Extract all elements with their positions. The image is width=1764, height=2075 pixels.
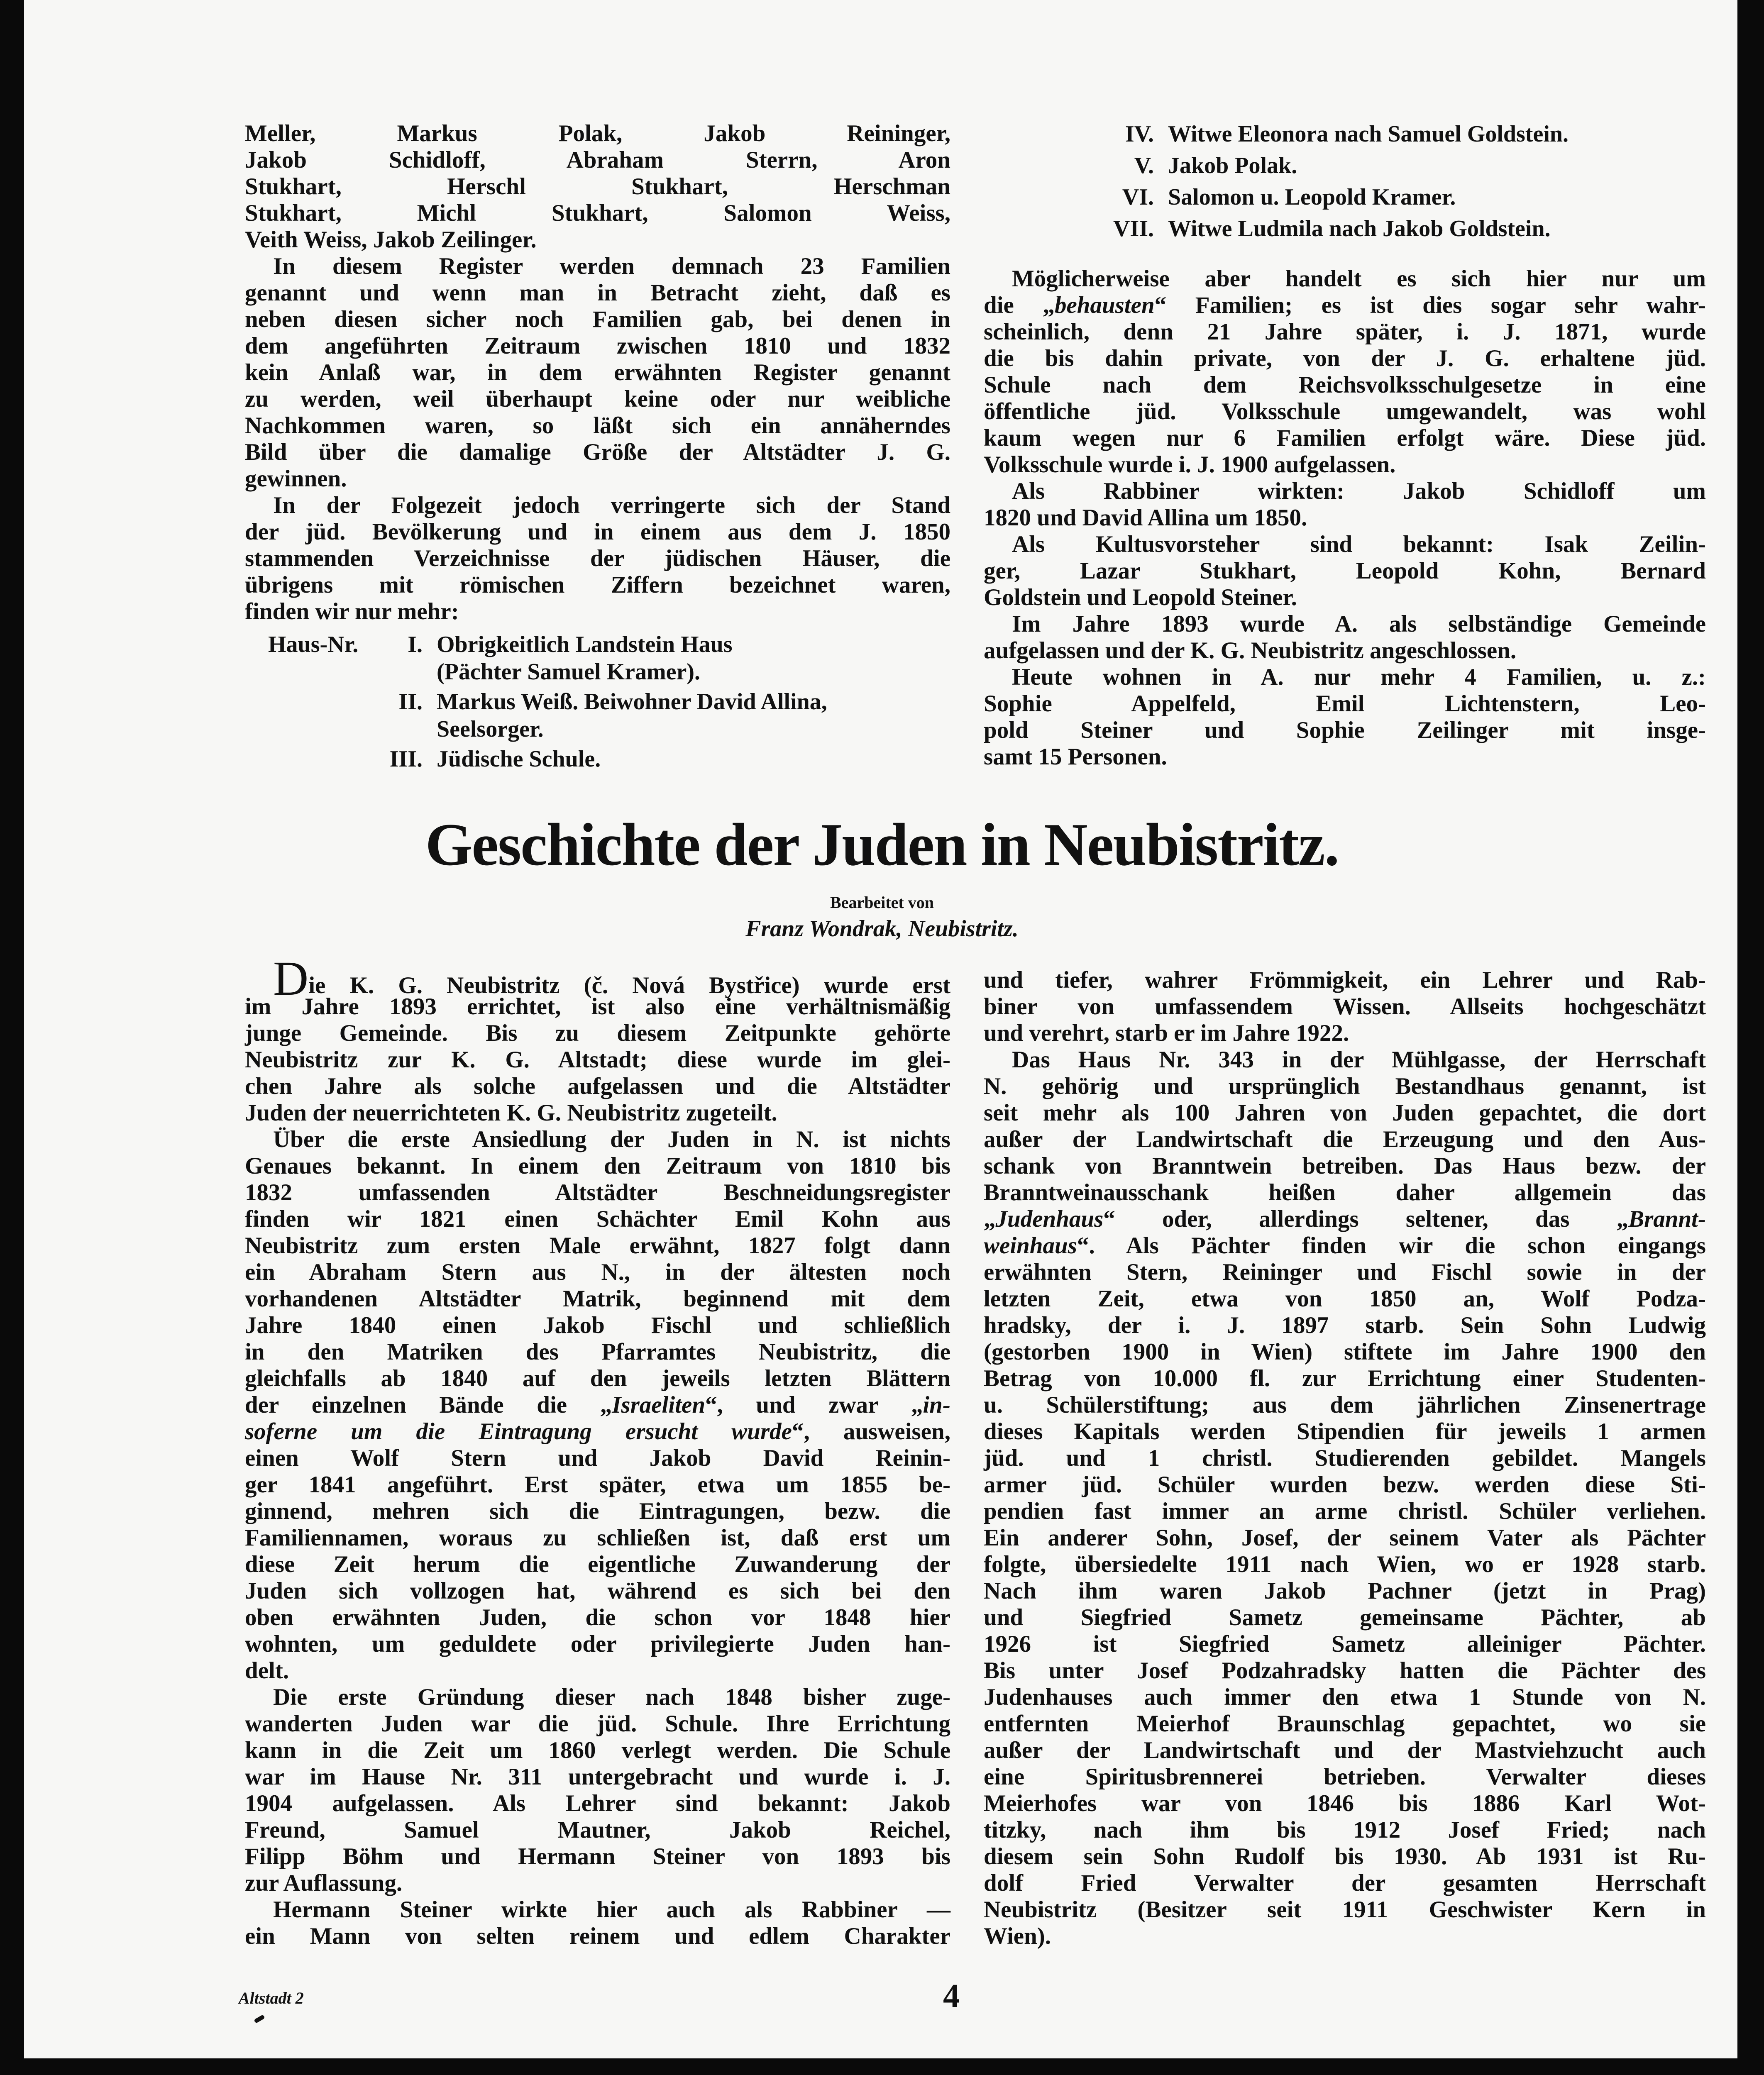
text-line: Filipp Böhm und Hermann Steiner von 1893 bis xyxy=(245,1843,950,1870)
house-number: V. xyxy=(1134,153,1154,178)
text-segment: “ Familien; es ist dies sogar sehr wahr- xyxy=(1154,292,1706,318)
page-number: 4 xyxy=(943,1978,960,2014)
text-line: letzten Zeit, etwa von 1850 an, Wolf Podza- xyxy=(984,1286,1706,1312)
text-line: eine Spiritusbrennerei betrieben. Verwalter dieses xyxy=(984,1764,1706,1790)
italic-text: in- xyxy=(923,1392,950,1418)
text-line: Meierhofes war von 1846 bis 1886 Karl Wot- xyxy=(984,1790,1706,1816)
text-line: Das Haus Nr. 343 in der Mühlgasse, der Herrschaft xyxy=(1012,1047,1706,1073)
text-line: finden wir nur mehr: xyxy=(245,598,459,625)
house-list-left xyxy=(268,631,957,775)
house-entry xyxy=(984,152,1714,179)
text-line xyxy=(984,1206,1706,1233)
paragraph xyxy=(245,1684,950,1897)
house-text-line: Jakob Polak. xyxy=(1168,153,1297,178)
text-line: genannt und wenn man in Betracht zieht, daß es xyxy=(245,280,950,306)
text-line: Als Kultusvorsteher sind bekannt: Isak Zeilin- xyxy=(1012,531,1706,557)
paragraph xyxy=(245,951,950,1126)
house-number: III. xyxy=(389,746,423,772)
text-line: Über die erste Ansiedlung der Juden in N. ist nichts xyxy=(273,1126,950,1152)
text-line: Juden der neuerrichteten K. G. Neubistritz zugeteilt. xyxy=(245,1100,777,1126)
text-line: ein Abraham Stern aus N., in der ältesten noch xyxy=(245,1259,950,1285)
text-line: Jahre 1840 einen Jakob Fischl und schließlich xyxy=(245,1312,950,1338)
text-line: ger 1841 angeführt. Erst später, etwa um 1855 be- xyxy=(245,1472,950,1498)
footer-signature: Altstadt 2 xyxy=(239,1989,304,2007)
text-line: kann in die Zeit um 1860 verlegt werden. Die Schule xyxy=(245,1737,950,1763)
text-line: pendien fast immer an arme christl. Schüler verliehen. xyxy=(984,1498,1706,1524)
paragraph xyxy=(245,1126,950,1684)
text-line: Genaues bekannt. In einem den Zeitraum von 1810 bis xyxy=(245,1153,950,1179)
text-line: Freund, Samuel Mautner, Jakob Reichel, xyxy=(245,1817,950,1843)
text-line: die bis dahin private, von der J. G. erhaltene jüd. xyxy=(984,345,1706,371)
text-line: biner von umfassendem Wissen. Allseits hochgeschätzt xyxy=(984,994,1706,1020)
house-number: VII. xyxy=(1113,216,1154,242)
text-line: kein Anlaß war, in dem erwähnten Register genannt xyxy=(245,359,950,386)
text-line: Schule nach dem Reichsvolksschulgesetze in eine xyxy=(984,372,1706,398)
text-line: Nach ihm waren Jakob Pachner (jetzt in Prag) xyxy=(984,1578,1706,1604)
text-line: gleichfalls ab 1840 auf den jeweils letzten Blättern xyxy=(245,1365,950,1391)
text-line: Neubistritz zur K. G. Altstadt; diese wurde im glei- xyxy=(245,1047,950,1073)
house-description xyxy=(1168,183,1456,211)
text-line: Nachkommen waren, so läßt sich ein annäherndes xyxy=(245,413,950,439)
text-segment: „ xyxy=(984,1206,996,1232)
text-line xyxy=(245,1392,950,1418)
text-line: 1832 umfassenden Altstädter Beschneidungsregister xyxy=(245,1179,950,1206)
text-line: wanderten Juden war die jüd. Schule. Ihre Errichtung xyxy=(245,1711,950,1737)
text-line: Als Rabbiner wirkten: Jakob Schidloff um xyxy=(1012,478,1706,504)
house-entry xyxy=(268,688,957,743)
house-entry xyxy=(984,120,1714,148)
text-line: Heute wohnen in A. nur mehr 4 Familien, u. z.: xyxy=(1012,664,1706,690)
italic-text: Israeliten xyxy=(612,1392,706,1418)
text-line: schank von Branntwein betreiben. Das Haus bezw. der xyxy=(984,1153,1706,1179)
text-segment: die „ xyxy=(984,292,1055,318)
text-line: übrigens mit römischen Ziffern bezeichnet waren, xyxy=(245,572,950,598)
text-line: Stukhart, Michl Stukhart, Salomon Weiss, xyxy=(245,200,950,226)
text-line: Meller, Markus Polak, Jakob Reininger, xyxy=(245,120,950,146)
text-line xyxy=(984,1233,1706,1259)
paragraph xyxy=(245,120,950,253)
drop-cap: D xyxy=(273,951,309,1006)
text-line: In der Folgezeit jedoch verringerte sich der Stand xyxy=(273,492,950,518)
text-line: 1820 und David Allina um 1850. xyxy=(984,505,1307,531)
byline-label: Bearbeitet von xyxy=(830,893,934,912)
article-left-column xyxy=(245,951,950,1950)
text-line: erwähnten Stern, Reininger und Fischl sowie in der xyxy=(984,1259,1706,1285)
house-description xyxy=(437,631,733,686)
text-line: Branntweinausschank heißen daher allgemein das xyxy=(984,1179,1706,1206)
text-segment: ie K. G. Neubistritz (č. Nová Bystřice) wurde erst xyxy=(308,972,950,998)
paragraph xyxy=(245,492,950,625)
text-line: Juden sich vollzogen hat, während es sich bei den xyxy=(245,1578,950,1604)
house-text-line: (Pächter Samuel Kramer). xyxy=(437,659,700,685)
text-line: chen Jahre als solche aufgelassen und die Altstädter xyxy=(245,1073,950,1099)
text-line: wohnten, um geduldete oder privilegierte Juden han- xyxy=(245,1631,950,1657)
house-text-line: Seelsorger. xyxy=(437,716,544,742)
text-line: scheinlich, denn 21 Jahre später, i. J. 1871, wurde xyxy=(984,319,1706,345)
text-line xyxy=(984,292,1706,319)
house-text-line: Obrigkeitlich Landstein Haus xyxy=(437,632,733,657)
text-segment: “ oder, allerdings seltener, das „ xyxy=(1103,1206,1629,1232)
text-line: ein Mann von selten reinem und edlem Charakter xyxy=(245,1923,950,1949)
house-entry xyxy=(268,745,957,773)
text-line: diesem sein Sohn Rudolf bis 1930. Ab 1931 ist Ru- xyxy=(984,1843,1706,1870)
text-line: im Jahre 1893 errichtet, ist also eine verhältnismäßig xyxy=(245,994,950,1020)
text-line: Sophie Appelfeld, Emil Lichtenstern, Leo- xyxy=(984,691,1706,717)
text-line: 1926 ist Siegfried Sametz alleiniger Pächter. xyxy=(984,1631,1706,1657)
italic-text: Judenhaus xyxy=(995,1206,1104,1232)
house-description xyxy=(437,745,601,773)
text-line: u. Schülerstiftung; aus dem jährlichen Zinsenertrage xyxy=(984,1392,1706,1418)
paragraph xyxy=(984,266,1706,478)
text-segment: “, ausweisen, xyxy=(792,1418,950,1445)
text-line: in den Matriken des Pfarramtes Neubistritz, die xyxy=(245,1339,950,1365)
text-line: dieses Kapitals werden Stipendien für jeweils 1 armen xyxy=(984,1418,1706,1445)
text-line: Neubistritz zum ersten Male erwähnt, 1827 folgt dann xyxy=(245,1233,950,1259)
house-number: II. xyxy=(398,689,423,715)
text-line: war im Hause Nr. 311 untergebracht und wurde i. J. xyxy=(245,1764,950,1790)
text-line: einen Wolf Stern und Jakob David Reinin- xyxy=(245,1445,950,1471)
text-line: dolf Fried Verwalter der gesamten Herrschaft xyxy=(984,1870,1706,1896)
text-line: öffentliche jüd. Volksschule umgewandelt, was wohl xyxy=(984,398,1706,425)
text-segment: der einzelnen Bände die „ xyxy=(245,1392,612,1418)
article-title: Geschichte der Juden in Neubistritz. xyxy=(425,811,1339,878)
text-line: außer der Landwirtschaft die Erzeugung und den Aus- xyxy=(984,1126,1706,1152)
paragraph xyxy=(984,664,1706,770)
house-text-line: Witwe Eleonora nach Samuel Goldstein. xyxy=(1168,121,1569,147)
house-text-line: Jüdische Schule. xyxy=(437,746,601,772)
text-line: 1904 aufgelassen. Als Lehrer sind bekannt: Jakob xyxy=(245,1790,950,1816)
text-line: außer der Landwirtschaft und der Mastviehzucht auch xyxy=(984,1737,1706,1763)
text-line: N. gehörig und ursprünglich Bestandhaus genannt, ist xyxy=(984,1073,1706,1099)
text-line: gewinnen. xyxy=(245,466,347,492)
paragraph xyxy=(984,531,1706,611)
text-segment: “. Als Pächter finden wir die schon eingangs xyxy=(1077,1233,1706,1259)
house-text-line: Markus Weiß. Beiwohner David Allina, xyxy=(437,689,827,715)
text-line: Die erste Gründung dieser nach 1848 bisher zuge- xyxy=(273,1684,950,1710)
house-entry xyxy=(984,183,1714,211)
article-right-column xyxy=(984,967,1706,1950)
text-line: Stukhart, Herschl Stukhart, Herschman xyxy=(245,173,950,200)
text-line: Jakob Schidloff, Abraham Sterrn, Aron xyxy=(245,147,950,173)
paragraph xyxy=(984,611,1706,664)
top-right-column xyxy=(984,266,1706,770)
text-line: Wien). xyxy=(984,1923,1051,1949)
paragraph xyxy=(984,1047,1706,1950)
house-description xyxy=(1168,215,1551,242)
house-text-line: Salomon u. Leopold Kramer. xyxy=(1168,184,1456,210)
text-line: und tiefer, wahrer Frömmigkeit, ein Lehrer und Rab- xyxy=(984,967,1706,993)
text-line xyxy=(245,1418,950,1445)
text-line: Hermann Steiner wirkte hier auch als Rabbiner — xyxy=(273,1897,950,1923)
text-line: der jüd. Bevölkerung und in einem aus dem J. 1850 xyxy=(245,519,950,545)
top-left-column xyxy=(245,120,950,625)
paragraph xyxy=(245,253,950,492)
house-description xyxy=(1168,152,1297,179)
house-entry xyxy=(984,215,1714,242)
text-line: jüd. und 1 christl. Studierenden gebildet. Mangels xyxy=(984,1445,1706,1471)
house-description xyxy=(437,688,827,743)
italic-text: Brannt- xyxy=(1628,1206,1706,1232)
text-line: samt 15 Personen. xyxy=(984,744,1167,770)
house-number: I. xyxy=(408,632,423,657)
text-line: armer jüd. Schüler wurden bezw. werden diese Sti- xyxy=(984,1472,1706,1498)
house-number-label: Haus-Nr. xyxy=(268,632,359,657)
text-line: folgte, übersiedelte 1911 nach Wien, wo er 1928 starb. xyxy=(984,1551,1706,1577)
italic-text: weinhaus xyxy=(984,1233,1077,1259)
italic-text: behausten xyxy=(1054,292,1155,318)
house-number: IV. xyxy=(1125,121,1154,147)
text-line: und verehrt, starb er im Jahre 1922. xyxy=(984,1020,1349,1046)
text-line xyxy=(245,951,950,1006)
text-line: Familiennamen, woraus zu schließen ist, daß erst um xyxy=(245,1525,950,1551)
text-line: Neubistritz (Besitzer seit 1911 Geschwister Kern in xyxy=(984,1897,1706,1923)
text-line: stammenden Verzeichnisse der jüdischen Häuser, die xyxy=(245,545,950,571)
text-line: seit mehr als 100 Jahren von Juden gepachtet, die dort xyxy=(984,1100,1706,1126)
text-line: und Siegfried Sametz gemeinsame Pächter, ab xyxy=(984,1604,1706,1631)
text-line: dem angeführten Zeitraum zwischen 1810 und 1832 xyxy=(245,333,950,359)
text-line: Möglicherweise aber handelt es sich hier nur um xyxy=(1012,266,1706,292)
paragraph xyxy=(984,478,1706,531)
text-line: ger, Lazar Stukhart, Leopold Kohn, Bernard xyxy=(984,558,1706,584)
paragraph xyxy=(984,967,1706,1047)
text-line: Bild über die damalige Größe der Altstädter J. G. xyxy=(245,439,950,465)
paragraph xyxy=(245,1897,950,1950)
text-line: vorhandenen Altstädter Matrik, beginnend mit dem xyxy=(245,1286,950,1312)
text-line: kaum wegen nur 6 Familien erfolgt wäre. Diese jüd. xyxy=(984,425,1706,451)
text-line: aufgelassen und der K. G. Neubistritz angeschlossen. xyxy=(984,637,1517,664)
text-line: junge Gemeinde. Bis zu diesem Zeitpunkte gehörte xyxy=(245,1020,950,1046)
text-line: Goldstein und Leopold Steiner. xyxy=(984,584,1297,610)
text-line: Bis unter Josef Podzahradsky hatten die Pächter des xyxy=(984,1658,1706,1684)
text-line: Im Jahre 1893 wurde A. als selbständige Gemeinde xyxy=(1012,611,1706,637)
text-segment: “, und zwar „ xyxy=(705,1392,923,1418)
text-line: zur Auflassung. xyxy=(245,1870,403,1896)
text-line: Ein anderer Sohn, Josef, der seinem Vater als Pächter xyxy=(984,1525,1706,1551)
house-description xyxy=(1168,120,1569,148)
text-line: (gestorben 1900 in Wien) stiftete im Jahre 1900 den xyxy=(984,1339,1706,1365)
house-number: VI. xyxy=(1122,184,1154,210)
text-line: pold Steiner und Sophie Zeilinger mit insge- xyxy=(984,717,1706,743)
text-line: titzky, nach ihm bis 1912 Josef Fried; nach xyxy=(984,1817,1706,1843)
text-line: Judenhauses auch immer den etwa 1 Stunde von N. xyxy=(984,1684,1706,1710)
text-line: Betrag von 10.000 fl. zur Errichtung einer Studenten- xyxy=(984,1365,1706,1391)
text-line: oben erwähnten Juden, die schon vor 1848 hier xyxy=(245,1604,950,1631)
text-line: diese Zeit herum die eigentliche Zuwanderung der xyxy=(245,1551,950,1577)
text-line: In diesem Register werden demnach 23 Familien xyxy=(273,253,950,279)
italic-text: soferne um die Eintragung ersucht wurde xyxy=(245,1418,792,1445)
text-line: Veith Weiss, Jakob Zeilinger. xyxy=(245,227,537,253)
text-line: Volksschule wurde i. J. 1900 aufgelassen. xyxy=(984,452,1396,478)
text-line: finden wir 1821 einen Schächter Emil Kohn aus xyxy=(245,1206,950,1232)
house-text-line: Witwe Ludmila nach Jakob Goldstein. xyxy=(1168,216,1551,242)
house-list-right xyxy=(984,120,1714,247)
text-line: delt. xyxy=(245,1658,289,1684)
text-line: hradsky, der i. J. 1897 starb. Sein Sohn Ludwig xyxy=(984,1312,1706,1338)
text-line: zu werden, weil überhaupt keine oder nur weibliche xyxy=(245,386,950,412)
byline-author: Franz Wondrak, Neubistritz. xyxy=(745,916,1019,942)
text-line: ginnend, mehren sich die Eintragungen, bezw. die xyxy=(245,1498,950,1524)
text-line: neben diesen sicher noch Familien gab, bei denen in xyxy=(245,306,950,332)
text-line: entfernten Meierhof Braunschlag gepachtet, wo sie xyxy=(984,1711,1706,1737)
